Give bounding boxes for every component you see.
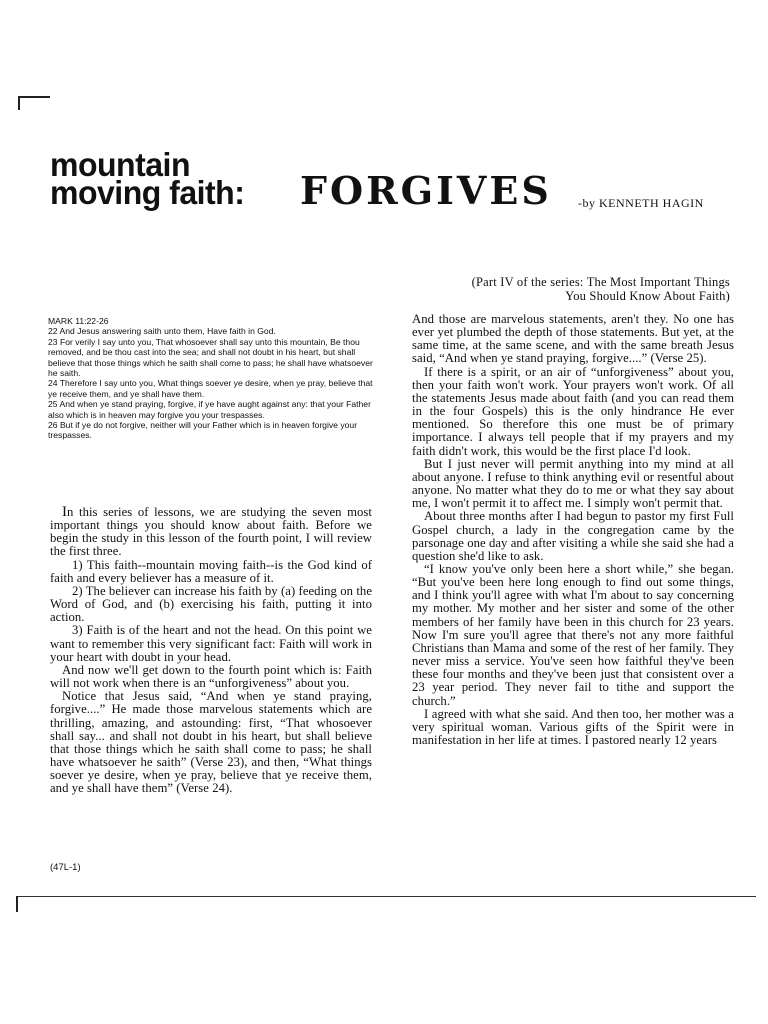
body-paragraph: And now we'll get down to the fourth point which is: Faith will not work when there is an “unforgiveness” about you. — [50, 662, 372, 691]
corner-crop-mark — [18, 96, 50, 98]
body-paragraph: 1) This faith--mountain moving faith--is the God kind of faith and every believer has a measure of it. — [50, 557, 372, 585]
scripture-verse-24: 24 Therefore I say unto you, What things soever ye desire, when ye pray, believe that ye receive them, and ye shall have them. — [48, 378, 373, 399]
body-paragraph — [50, 506, 372, 559]
body-paragraph: About three months after I had begun to pastor my first Full Gospel church, a lady in the congregation came by the parsonage one day and after visiting a while she said she had a question she'd like to ask. — [412, 509, 734, 563]
body-paragraph: But I just never will permit anything into my mind at all about anyone. I refuse to think anything evil or resentful about anyone. No matter what they do to me or what they say about me, I won't permit it to affect me. I simply won't permit that. — [412, 456, 734, 511]
title-line-2: moving faith: — [50, 173, 245, 212]
scripture-reference: MARK 11:22-26 — [48, 316, 109, 326]
body-paragraph: If there is a spirit, or an air of “unforgiveness” about you, then your faith won't work. Your prayers won't work. Of all the statements Jesus made about faith (and you can read them in the four Gospels) this is the only hindrance He ever mentioned. So therefore this one must be of primary importance. I always tell people that if my prayers and my faith didn't work, this would be the first place I'd look. — [412, 364, 734, 458]
body-paragraph: 2) The believer can increase his faith by (a) feeding on the Word of God, and (b) exercising his faith, putting it into action. — [50, 583, 372, 625]
title-block — [50, 145, 245, 212]
series-note-line-2: You Should Know About Faith) — [565, 289, 730, 303]
bottom-crop-mark — [16, 896, 18, 912]
series-note — [330, 275, 730, 303]
paragraph-text: n this series of lessons, we are studying the seven most important things you should know about faith. Before we begin the study in this lesson of the fourth point, I will review the first three. — [50, 505, 372, 559]
body-column-right — [412, 313, 734, 747]
scripture-verse-25: 25 And when ye stand praying, forgive, if ye have aught against any: that your Father also which is in heaven may forgive you your trespasses. — [48, 399, 371, 420]
bottom-rule — [16, 896, 756, 897]
drop-cap: I — [62, 504, 68, 520]
author-byline: -by KENNETH HAGIN — [578, 196, 704, 210]
scripture-verse-22: 22 And Jesus answering saith unto them, Have faith in God. — [48, 326, 276, 337]
body-paragraph: And those are marvelous statements, aren't they. No one has ever yet plumbed the depth of those statements. But yet, at the same time, at the same scene, and with the same breath Jesus said, “And when ye stand praying, forgive....” (Verse 25). — [412, 312, 734, 366]
body-column-left — [50, 506, 372, 795]
title-line-1: mountain — [50, 145, 190, 184]
body-paragraph: I agreed with what she said. And then too, her mother was a very spiritual woman. Various gifts of the Spirit were in manifestation in her life at times. I pastored nearly 12 years — [412, 706, 734, 747]
corner-crop-mark-vertical — [18, 96, 20, 110]
title-forgives: FORGIVES — [300, 168, 552, 213]
body-paragraph: 3) Faith is of the heart and not the head. On this point we want to remember this very significant fact: Faith will work in your heart with doubt in your head. — [50, 623, 372, 664]
body-paragraph: “I know you've only been here a short while,” she began. “But you've been here long enough to find out some things, and I think you'll agree with what I'm about to say concerning my mother. My mother and her sister and some of the other members of her family have been in this church for 23 years. Now I'm sure you'll agree that there's not any more faithful Christians than Mama and some of the rest of her family. They never miss a service. You've seen how faithful they've been these four months and they've been just that consistent over a 23 year period. They never fail to tithe and support the church.” — [412, 561, 734, 708]
page-code: (47L-1) — [50, 862, 81, 873]
body-paragraph: Notice that Jesus said, “And when ye stand praying, forgive....” He made those marvelous statements which are thrilling, amazing, and astounding: first, “That whosoever shall say... and shall not doubt in his heart, but shall believe that those things which he saith shall come to pass; he shall have whatsoever he saith” (Verse 23), and then, “What things soever ye desire, when ye pray, believe that ye receive them, and ye shall have them” (Verse 24). — [50, 689, 372, 796]
scripture-verse-23: 23 For verily I say unto you, That whosoever shall say unto this mountain, Be thou removed, and be thou cast into the sea; and shall not doubt in his heart, but shall believe that those things which he saith shall come to pass; he shall have whatsoever he saith. — [48, 336, 373, 379]
scripture-verse-26: 26 But if ye do not forgive, neither will your Father which is in heaven forgive your trespasses. — [48, 420, 358, 441]
scripture-block — [48, 316, 374, 441]
series-note-line-1: (Part IV of the series: The Most Important Things — [471, 275, 730, 289]
